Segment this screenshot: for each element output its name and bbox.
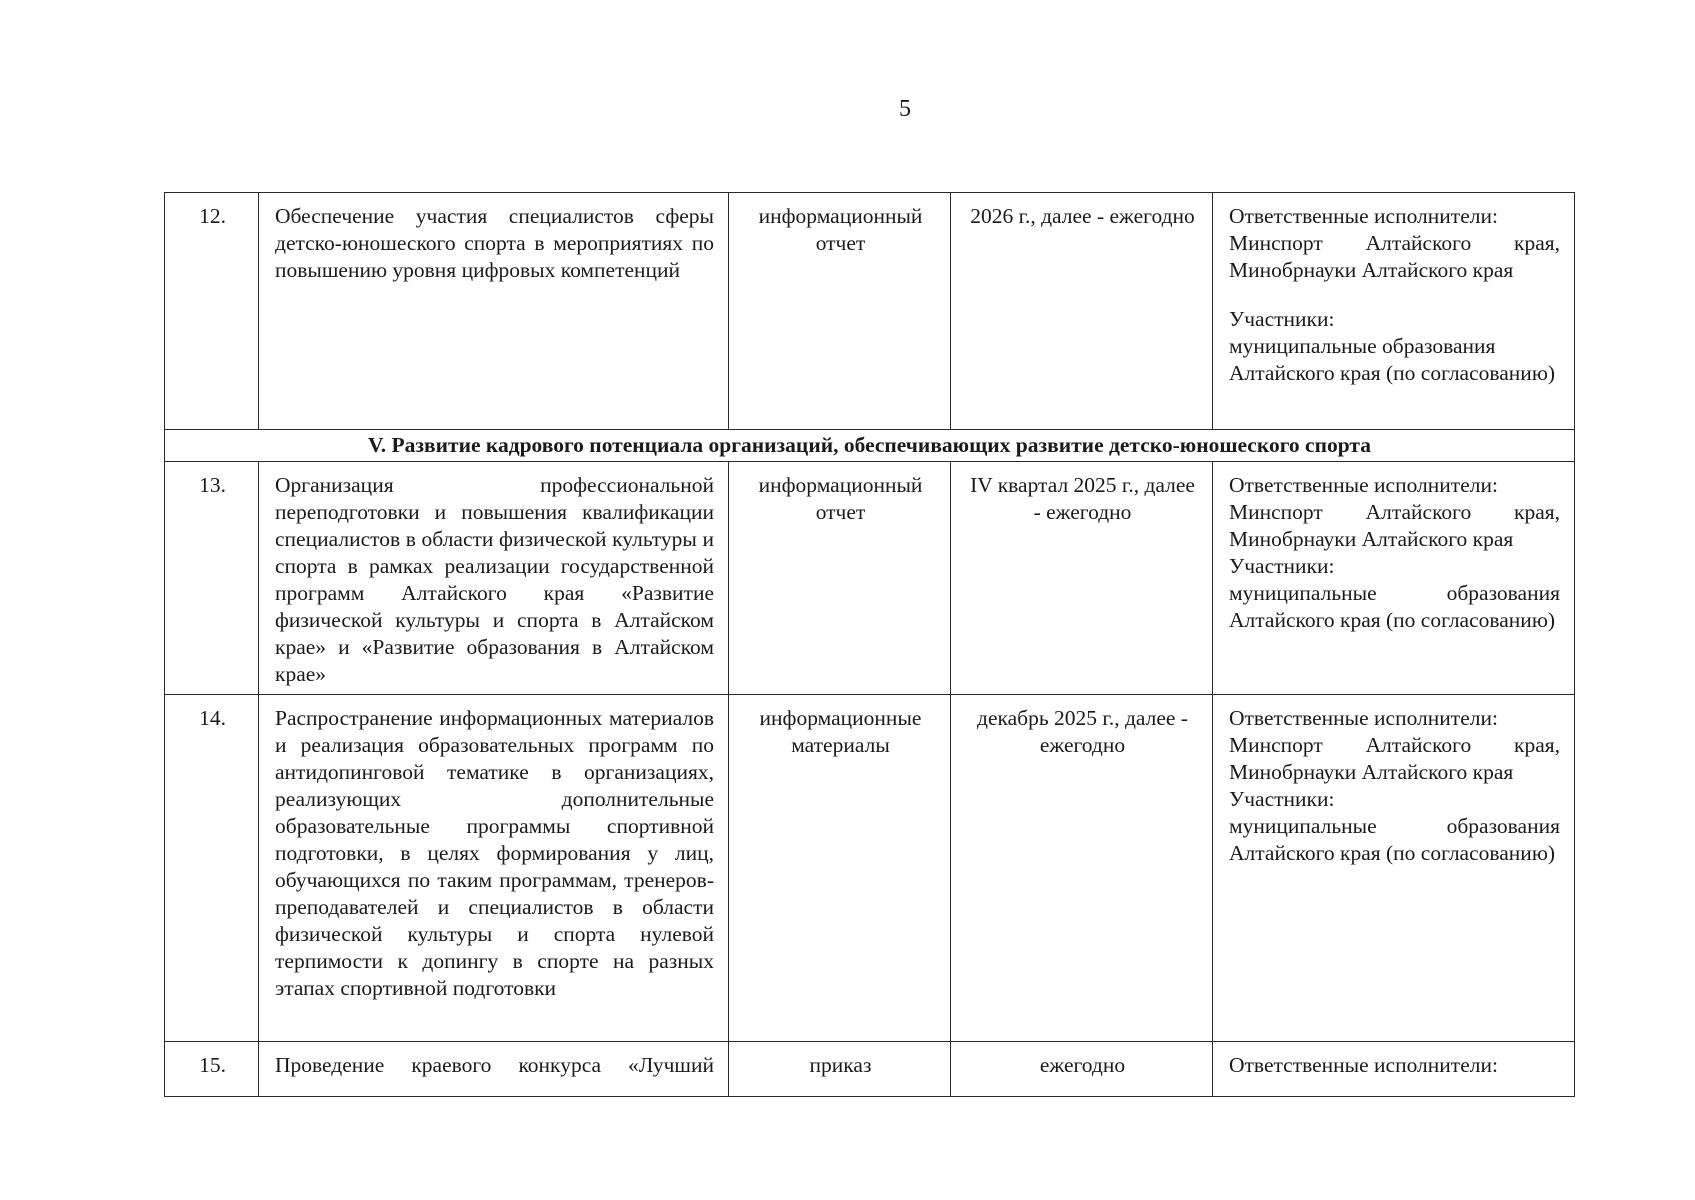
table-row bbox=[165, 1042, 1575, 1097]
responsible-heading: Ответственные исполнители: bbox=[1229, 1053, 1498, 1077]
table-row bbox=[165, 462, 1575, 695]
deadline: 2026 г., далее - ежегодно bbox=[951, 193, 1213, 430]
responsible-heading: Ответственные исполнители: bbox=[1229, 473, 1498, 497]
row-number: 14. bbox=[165, 695, 259, 1042]
participants-names: муниципальные образования Алтайского края (по согласованию) bbox=[1229, 814, 1560, 865]
activity-description: Обеспечение участия специалистов сферы детско-юношеского спорта в мероприятиях по повышению уровня цифровых компетенций bbox=[259, 193, 729, 430]
deadline: ежегодно bbox=[951, 1042, 1213, 1097]
row-number: 15. bbox=[165, 1042, 259, 1097]
responsible-names: Минспорт Алтайского края, Минобрнауки Алтайского края bbox=[1229, 231, 1560, 282]
table-row bbox=[165, 695, 1575, 1042]
participants-heading: Участники: bbox=[1229, 554, 1335, 578]
responsible-names: Минспорт Алтайского края, Минобрнауки Алтайского края bbox=[1229, 500, 1560, 551]
activity-description: Проведение краевого конкурса «Лучший bbox=[259, 1042, 729, 1097]
deadline: декабрь 2025 г., далее - ежегодно bbox=[951, 695, 1213, 1042]
responsible-cell bbox=[1213, 695, 1575, 1042]
responsible-cell bbox=[1213, 462, 1575, 695]
row-number: 12. bbox=[165, 193, 259, 430]
row-number: 13. bbox=[165, 462, 259, 695]
result-type: информационный отчет bbox=[729, 193, 951, 430]
deadline: IV квартал 2025 г., далее - ежегодно bbox=[951, 462, 1213, 695]
result-type: информационные материалы bbox=[729, 695, 951, 1042]
page-number: 5 bbox=[899, 96, 911, 122]
responsible-cell bbox=[1213, 193, 1575, 430]
result-type: приказ bbox=[729, 1042, 951, 1097]
result-type: информационный отчет bbox=[729, 462, 951, 695]
responsible-names: Минспорт Алтайского края, Минобрнауки Алтайского края bbox=[1229, 733, 1560, 784]
participants-heading: Участники: bbox=[1229, 787, 1335, 811]
participants-names: муниципальные образования Алтайского края (по согласованию) bbox=[1229, 581, 1560, 632]
section-row bbox=[165, 430, 1575, 462]
responsible-cell bbox=[1213, 1042, 1575, 1097]
plan-table bbox=[164, 192, 1575, 1097]
responsible-heading: Ответственные исполнители: bbox=[1229, 706, 1498, 730]
activity-description: Распространение информационных материалов и реализация образовательных программ по антидопинговой тематике в организациях, реализующих дополнительные образовательные программы спортивной подготовки, в целях формирования у лиц, обучающихся по таким программам, тренеров-преподавателей и специалистов в области физической культуры и спорта нулевой терпимости к допингу в спорте на разных этапах спортивной подготовки bbox=[259, 695, 729, 1042]
activity-description: Организация профессиональной переподготовки и повышения квалификации специалистов в области физической культуры и спорта в рамках реализации государственной программ Алтайского края «Развитие физической культуры и спорта в Алтайском крае» и «Развитие образования в Алтайском крае» bbox=[259, 462, 729, 695]
section-title: V. Развитие кадрового потенциала организаций, обеспечивающих развитие детско-юношеского спорта bbox=[165, 430, 1575, 462]
participants-heading: Участники: bbox=[1229, 307, 1335, 331]
participants-names: муниципальные образования Алтайского края (по согласованию) bbox=[1229, 334, 1556, 385]
responsible-heading: Ответственные исполнители: bbox=[1229, 204, 1498, 228]
table-row bbox=[165, 193, 1575, 430]
